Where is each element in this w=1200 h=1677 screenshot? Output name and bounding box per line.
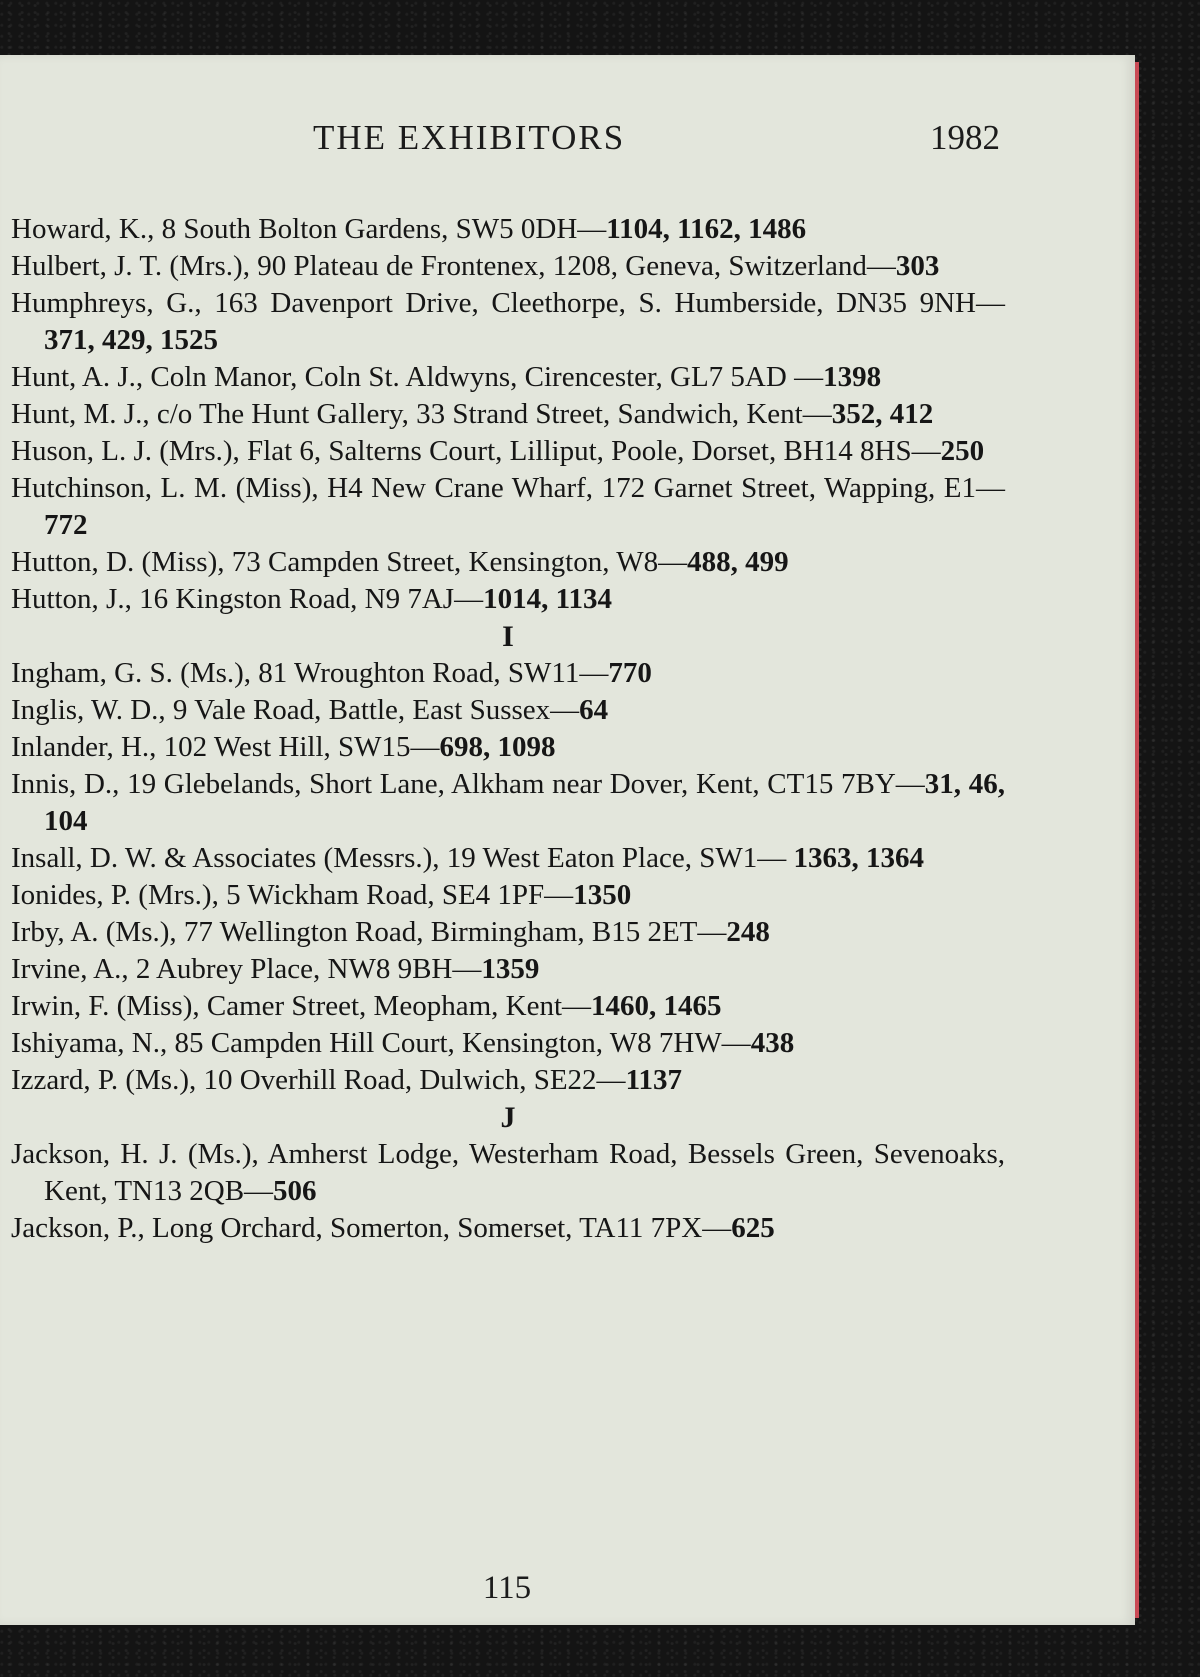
exhibitor-address: Inglis, W. D., 9 Vale Road, Battle, East Sussex— [11, 694, 580, 726]
exhibitor-address: Huson, L. J. (Mrs.), Flat 6, Salterns Court, Lilliput, Poole, Dorset, BH14 8HS— [11, 435, 941, 467]
exhibit-numbers: 506 [273, 1175, 317, 1207]
exhibit-numbers: 1460, 1465 [591, 990, 722, 1022]
exhibitor-entry [11, 655, 1005, 692]
exhibitor-entry [11, 729, 1005, 766]
exhibit-numbers: 303 [895, 250, 940, 282]
exhibitor-entry [11, 877, 1005, 914]
exhibit-numbers: 1137 [625, 1064, 682, 1096]
exhibitor-entry [11, 1136, 1005, 1210]
page-number: 115 [482, 1570, 532, 1606]
exhibitor-address: Jackson, P., Long Orchard, Somerton, Somerset, TA11 7PX— [11, 1212, 732, 1244]
exhibit-numbers: 772 [44, 509, 88, 541]
exhibitor-address: Humphreys, G., 163 Davenport Drive, Cleethorpe, S. Humberside, DN35 9NH— [11, 287, 1005, 319]
exhibitor-address: Ishiyama, N., 85 Campden Hill Court, Kensington, W8 7HW— [11, 1027, 751, 1059]
exhibitor-entry [11, 1062, 1005, 1099]
exhibit-numbers: 1104, 1162, 1486 [606, 213, 807, 245]
exhibitor-address: Innis, D., 19 Glebelands, Short Lane, Alkham near Dover, Kent, CT15 7BY— [11, 768, 925, 800]
exhibitor-entry [11, 1025, 1005, 1062]
exhibitor-entry [11, 433, 1005, 470]
exhibitor-address: Hulbert, J. T. (Mrs.), 90 Plateau de Frontenex, 1208, Geneva, Switzerland— [11, 250, 896, 282]
page-edge [1135, 62, 1139, 1618]
exhibitor-entry [11, 359, 1005, 396]
book-page [0, 55, 1135, 1625]
exhibitor-address: Ionides, P. (Mrs.), 5 Wickham Road, SE4 1PF— [11, 879, 574, 911]
exhibitor-address: Inlander, H., 102 West Hill, SW15— [11, 731, 440, 763]
exhibit-numbers: 488, 499 [687, 546, 789, 578]
exhibitor-address: Hutton, D. (Miss), 73 Campden Street, Kensington, W8— [11, 546, 688, 578]
exhibitor-address: Ingham, G. S. (Ms.), 81 Wroughton Road, SW11— [11, 657, 609, 689]
exhibit-numbers: 352, 412 [831, 398, 934, 430]
running-head-title: THE EXHIBITORS [313, 118, 626, 157]
exhibit-numbers: 371, 429, 1525 [44, 324, 218, 356]
exhibit-numbers: 1398 [823, 361, 882, 393]
exhibit-numbers: 1359 [481, 953, 540, 985]
exhibit-numbers: 64 [579, 694, 609, 726]
exhibit-numbers: 438 [750, 1027, 795, 1059]
exhibitor-address: Hunt, A. J., Coln Manor, Coln St. Aldwyns, Cirencester, GL7 5AD — [11, 361, 824, 393]
exhibitor-entry [11, 1210, 1005, 1247]
exhibitor-address: Hunt, M. J., c/o The Hunt Gallery, 33 Strand Street, Sandwich, Kent— [11, 398, 832, 430]
exhibit-numbers: 625 [731, 1212, 775, 1244]
exhibitor-entry [11, 692, 1005, 729]
exhibit-numbers: 770 [608, 657, 652, 689]
exhibitor-entry [11, 840, 1005, 877]
exhibitor-entry [11, 914, 1005, 951]
exhibitor-address: Irvine, A., 2 Aubrey Place, NW8 9BH— [11, 953, 482, 985]
exhibitor-address: Irwin, F. (Miss), Camer Street, Meopham, Kent— [11, 990, 591, 1022]
exhibit-numbers: 250 [940, 435, 985, 467]
exhibitor-address: Izzard, P. (Ms.), 10 Overhill Road, Dulwich, SE22— [11, 1064, 626, 1096]
exhibitor-entry [11, 951, 1005, 988]
exhibitor-address: Howard, K., 8 South Bolton Gardens, SW5 0DH— [11, 213, 607, 245]
exhibitor-address: Irby, A. (Ms.), 77 Wellington Road, Birmingham, B15 2ET— [11, 916, 727, 948]
exhibit-numbers: 698, 1098 [439, 731, 556, 763]
running-head [0, 118, 1000, 168]
exhibitor-entry [11, 544, 1005, 581]
exhibit-numbers: 31, 46, 104 [44, 768, 1005, 837]
exhibit-numbers: 248 [726, 916, 770, 948]
exhibitor-address: Hutchinson, L. M. (Miss), H4 New Crane Wharf, 172 Garnet Street, Wapping, E1— [11, 472, 1005, 504]
exhibitor-entry [11, 470, 1005, 544]
exhibitor-address: Jackson, H. J. (Ms.), Amherst Lodge, Westerham Road, Bessels Green, Sevenoaks, Kent, TN13 2QB— [11, 1138, 1005, 1207]
exhibitor-entry [11, 766, 1005, 840]
exhibitor-entry [11, 396, 1005, 433]
exhibitor-list [11, 211, 1005, 1247]
section-letter: J [500, 1101, 516, 1134]
exhibit-numbers: 1014, 1134 [483, 583, 612, 615]
exhibitor-entry [11, 988, 1005, 1025]
exhibitor-entry [11, 285, 1005, 359]
exhibitor-address: Insall, D. W. & Associates (Messrs.), 19 West Eaton Place, SW1— [11, 842, 794, 874]
exhibit-numbers: 1350 [573, 879, 632, 911]
section-letter: I [502, 620, 514, 653]
exhibit-numbers: 1363, 1364 [793, 842, 924, 874]
exhibitor-entry [11, 211, 1005, 248]
exhibitor-address: Hutton, J., 16 Kingston Road, N9 7AJ— [11, 583, 484, 615]
exhibitor-entry [11, 581, 1005, 618]
running-head-year: 1982 [930, 118, 1000, 157]
exhibitor-entry [11, 248, 1005, 285]
